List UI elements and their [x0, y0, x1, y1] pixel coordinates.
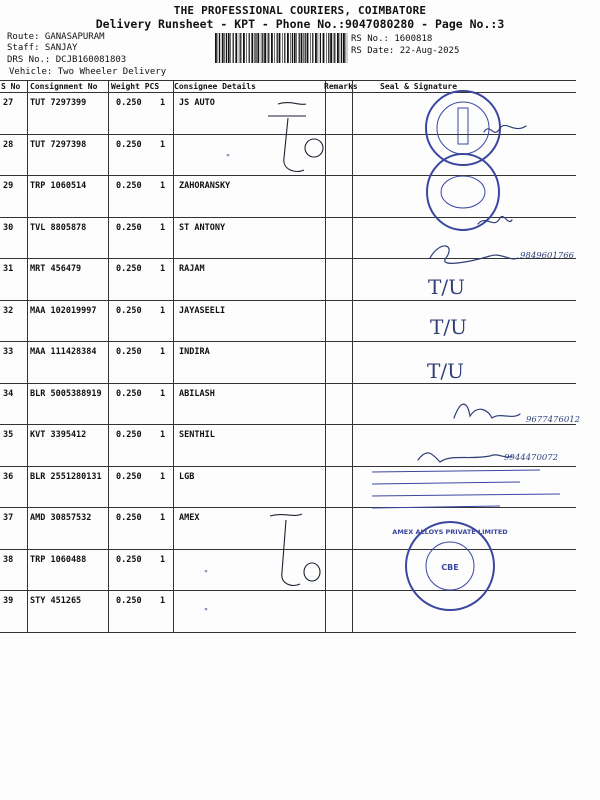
- header-consignee: Consignee Details: [174, 82, 256, 91]
- row-weight: 0.250: [116, 139, 142, 150]
- row-weight: 0.250: [116, 513, 142, 523]
- row-sno: 38: [3, 554, 14, 565]
- row-sno: 33: [3, 347, 14, 357]
- table-row: [0, 383, 576, 424]
- row-consignee: INDIRA: [179, 347, 210, 357]
- row-consignee: JAYASEELI: [179, 305, 226, 316]
- row-sno: 39: [3, 596, 14, 606]
- row-pcs: 1: [160, 347, 166, 357]
- table-top-rule: [0, 80, 576, 81]
- header-consignment: Consignment No: [30, 82, 98, 91]
- table-row: [0, 258, 576, 299]
- row-sno: 36: [3, 471, 14, 482]
- header-weight-pcs: Weight PCS: [111, 82, 160, 91]
- row-sno: 35: [3, 430, 14, 440]
- row-consignment: STY 451265: [30, 596, 82, 606]
- row-consignment: BLR 5005388919: [30, 388, 102, 399]
- row-pcs: 1: [160, 139, 166, 150]
- row-weight: 0.250: [116, 430, 142, 440]
- header-seal: Seal & Signature: [380, 82, 458, 91]
- row-consignee: ABILASH: [179, 388, 215, 399]
- handwritten-to: T/U: [430, 315, 467, 339]
- row-sno: 32: [3, 305, 14, 316]
- row-weight: 0.250: [116, 264, 142, 274]
- table-row: [0, 549, 576, 590]
- handwritten-ditto: ": [226, 153, 230, 163]
- row-pcs: 1: [160, 554, 166, 565]
- row-pcs: 1: [160, 596, 166, 606]
- row-consignee: ST ANTONY: [179, 222, 226, 233]
- row-consignee: JS AUTO: [179, 98, 215, 108]
- row-consignment: TUT 7297398: [30, 139, 87, 150]
- runsheet-subtitle: Delivery Runsheet - KPT - Phone No.:9047080280 - Page No.:3: [95, 17, 505, 31]
- row-weight: 0.250: [116, 471, 142, 482]
- stamp-center-text: CBE: [441, 563, 459, 572]
- row-sno: 28: [3, 139, 14, 150]
- row-sno: 31: [3, 264, 14, 274]
- header-remarks: Remarks: [324, 82, 358, 91]
- company-title: THE PROFESSIONAL COURIERS, COIMBATORE: [173, 4, 427, 17]
- row-consignment: AMD 30857532: [30, 513, 92, 523]
- row-consignment: BLR 2551280131: [30, 471, 102, 482]
- row-pcs: 1: [160, 264, 166, 274]
- row-pcs: 1: [160, 305, 166, 316]
- row-weight: 0.250: [116, 596, 142, 606]
- row-sno: 34: [3, 388, 14, 399]
- row-sno: 29: [3, 181, 14, 191]
- row-consignee: AMEX: [179, 513, 200, 523]
- row-consignee: ZAHORANSKY: [179, 181, 231, 191]
- handwritten-phone: 9677476012: [526, 415, 581, 425]
- table-row: [0, 134, 576, 175]
- table-row: [0, 217, 576, 258]
- staff-label: Staff: SANJAY: [7, 43, 78, 53]
- row-consignee: RAJAM: [179, 264, 205, 274]
- stamp-ring-text: AMEX ALLOYS PRIVATE LIMITED: [392, 528, 508, 536]
- row-weight: 0.250: [116, 554, 142, 565]
- row-consignment: MRT 456479: [30, 264, 82, 274]
- handwritten-phone: 9849601766: [520, 251, 575, 261]
- table-row: [0, 466, 576, 507]
- row-pcs: 1: [160, 471, 166, 482]
- row-consignment: TUT 7297399: [30, 98, 87, 108]
- table-row: [0, 175, 576, 216]
- row-consignee: SENTHIL: [179, 430, 215, 440]
- table-row: [0, 590, 576, 631]
- row-weight: 0.250: [116, 305, 142, 316]
- row-sno: 27: [3, 98, 14, 108]
- rs-date: RS Date: 22-Aug-2025: [351, 46, 460, 56]
- row-consignment: KVT 3395412: [30, 430, 87, 440]
- row-pcs: 1: [160, 430, 166, 440]
- row-rule: [0, 632, 576, 633]
- rs-number: RS No.: 1600818: [351, 34, 433, 44]
- handwritten-phone: 9944470072: [504, 453, 559, 463]
- table-row: [0, 507, 576, 548]
- row-consignment: TRP 1060514: [30, 181, 87, 191]
- drs-number: DRS No.: DCJB160081803: [7, 55, 127, 65]
- row-consignment: MAA 102019997: [30, 305, 97, 316]
- row-weight: 0.250: [116, 98, 142, 108]
- row-sno: 37: [3, 513, 14, 523]
- barcode-icon: [215, 33, 348, 63]
- table-row: [0, 341, 576, 382]
- header-sno: S No: [1, 82, 21, 91]
- row-consignment: TRP 1060488: [30, 554, 87, 565]
- route-label: Route: GANASAPURAM: [7, 32, 105, 42]
- row-weight: 0.250: [116, 388, 142, 399]
- row-pcs: 1: [160, 513, 166, 523]
- handwritten-to: T/U: [428, 275, 465, 299]
- handwritten-ditto: ": [204, 607, 208, 617]
- row-sno: 30: [3, 222, 14, 233]
- row-weight: 0.250: [116, 222, 142, 233]
- row-weight: 0.250: [116, 181, 142, 191]
- row-pcs: 1: [160, 222, 166, 233]
- row-consignment: MAA 111428384: [30, 347, 97, 357]
- row-weight: 0.250: [116, 347, 142, 357]
- table-row: [0, 92, 576, 133]
- vehicle-label: Vehicle: Two Wheeler Delivery: [9, 67, 167, 77]
- row-consignee: LGB: [179, 471, 195, 482]
- handwritten-to: T/U: [427, 359, 464, 383]
- row-pcs: 1: [160, 181, 166, 191]
- table-row: [0, 424, 576, 465]
- row-pcs: 1: [160, 98, 166, 108]
- table-row: [0, 300, 576, 341]
- handwritten-ditto: ": [204, 569, 208, 579]
- row-consignment: TVL 8805878: [30, 222, 87, 233]
- row-pcs: 1: [160, 388, 166, 399]
